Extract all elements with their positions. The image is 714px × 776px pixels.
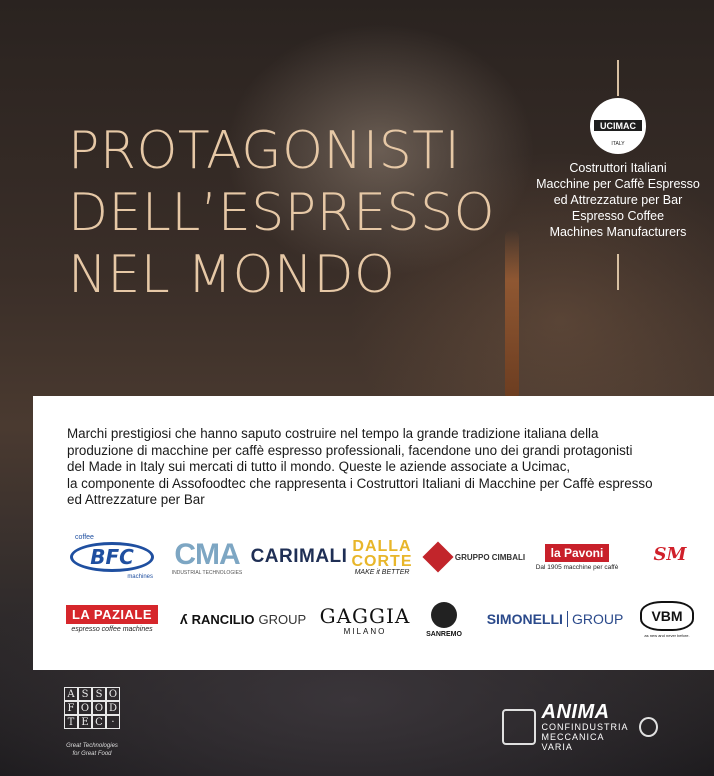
headline-line-2: DELL’ESPRESSO (68, 183, 496, 243)
brand-logo-sm: SM (653, 543, 687, 565)
assofoodtec-logo: A S S O F O O D T E C · (64, 687, 120, 729)
divider-bottom (617, 254, 619, 290)
divider-top (617, 60, 619, 96)
brand-logo-la-pavoni: la Pavoni Dal 1905 macchine per caffè (535, 545, 619, 571)
headline-line-3: NEL MONDO (68, 245, 396, 305)
anima-emblem-icon (502, 709, 536, 745)
brand-logo-carimali: CARIMALI (250, 546, 348, 567)
brand-logo-bfc: coffee BFC machines (67, 534, 157, 580)
brand-logo-dalla-corte: DALLA CORTE MAKE it BETTER (351, 537, 413, 576)
sanremo-emblem-icon (431, 602, 457, 628)
rancilio-mark-icon: ʎ (179, 611, 188, 627)
brand-logo-cma: CMA INDUSTRIAL TECHNOLOGIES (171, 538, 243, 576)
brand-logo-gruppo-cimbali: GRUPPO CIMBALI (421, 542, 531, 572)
ucimac-description: Costruttori Italiani Macchine per Caffè Espresso ed Attrezzature per Bar Espresso Coffee Machines Manufacturers (536, 161, 700, 239)
intro-text: Marchi prestigiosi che hanno saputo costruire nel tempo la grande tradizione italiana della produzione di macchine per caffè espresso professionali, facendone uno dei grandi protagonisti del Made in Italy sui mercati di tutto il mondo. Queste le aziende associate a Ucimac, la componente di Assofoodtec che rappresenta i Costruttori Italiani di Macchine per Caffè espresso ed Attrezzature per Bar (67, 426, 653, 508)
headline (68, 120, 528, 306)
brand-logo-rancilio-group: ʎ RANCILIO GROUP (179, 611, 307, 627)
ucimac-block (530, 60, 706, 290)
brand-logo-la-paziale: LA PAZIALE espresso coffee machines (65, 600, 159, 638)
ucimac-logo-name: UCIMAC (600, 121, 636, 131)
brand-logo-simonelli-group: SIMONELLI GROUP (486, 611, 624, 627)
anima-logo: ANIMA CONFINDUSTRIA MECCANICA VARIA (502, 704, 658, 750)
ucimac-logo (590, 98, 646, 154)
assofoodtec-tagline: Great Technologies for Great Food (66, 743, 118, 757)
anima-seal-icon (639, 717, 658, 737)
headline-line-1: PROTAGONISTI (68, 121, 461, 181)
brand-logo-gaggia: GAGGIA MILANO (319, 603, 411, 636)
brand-logo-sanremo: SANREMO (413, 594, 475, 646)
brand-logo-vbm: VBM as new and never before. (635, 596, 699, 642)
ucimac-logo-sub: ITALY (611, 141, 625, 147)
cimbali-diamond-icon (422, 541, 453, 572)
brands-panel (33, 396, 714, 670)
